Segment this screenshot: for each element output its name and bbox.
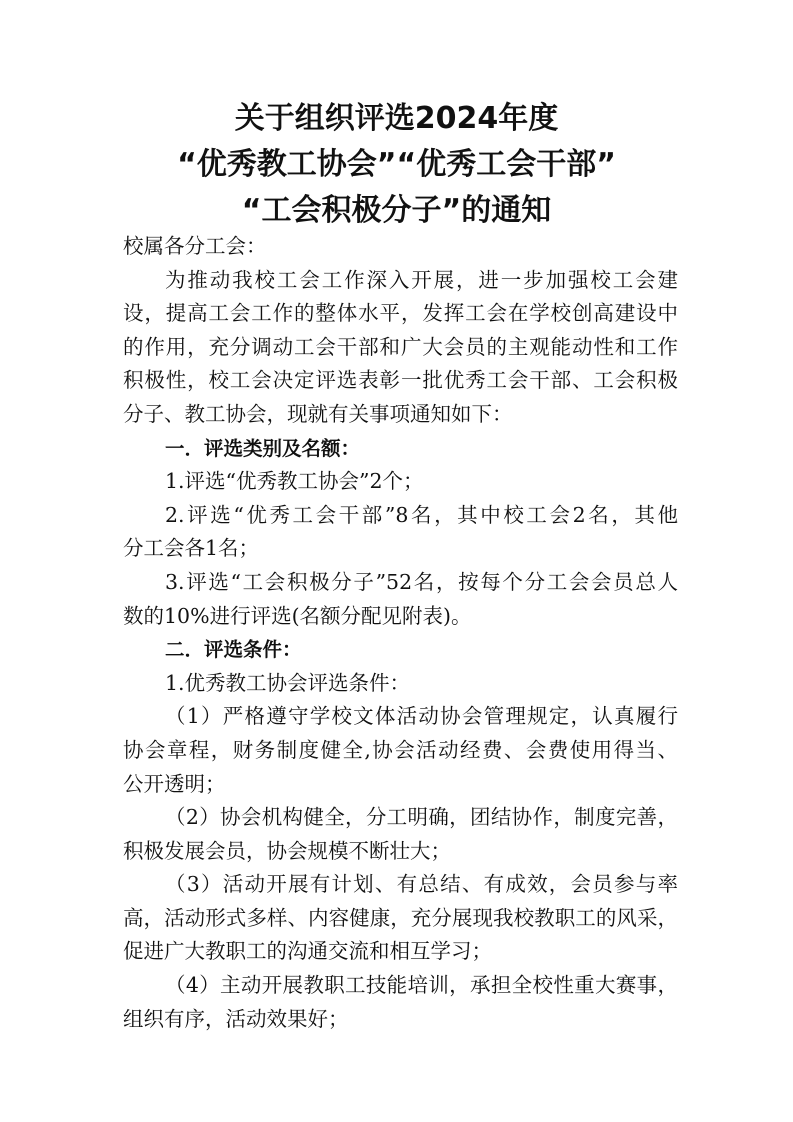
section1-item: 3.评选“工会积极分子”52名，按每个分工会会员总人 [165, 569, 678, 594]
condition-line: （1）严格遵守学校文体活动协会管理规定，认真履行 [165, 704, 678, 729]
notice-body [123, 230, 678, 1036]
title-line-1: 关于组织评选2024年度 [234, 101, 559, 136]
condition-line: （3）活动开展有计划、有总结、有成效，会员参与率 [165, 872, 678, 897]
title-line-2: “优秀教工协会”“优秀工会干部” [177, 147, 616, 182]
condition-line: （4）主动开展教职工技能培训，承担全校性重大赛事， [165, 973, 678, 998]
section1-item: 数的10%进行评选(名额分配见附表)。 [123, 603, 472, 628]
condition-line: 促进广大教职工的沟通交流和相互学习； [123, 939, 492, 964]
intro-line: 的作用，充分调动工会干部和广大会员的主观能动性和工作 [123, 334, 678, 359]
section1-item: 2.评选“优秀工会干部”8名，其中校工会2名，其他 [165, 502, 678, 527]
notice-title [0, 96, 793, 234]
section2-subheading: 1.优秀教工协会评选条件： [165, 670, 411, 695]
condition-line: 积极发展会员，协会规模不断壮大； [123, 838, 451, 863]
intro-line: 分子、教工协会，现就有关事项通知如下： [123, 401, 513, 426]
condition-line: 组织有序，活动效果好； [123, 1006, 349, 1031]
intro-line: 设，提高工会工作的整体水平，发挥工会在学校创高建设中 [123, 301, 678, 326]
condition-line: （2）协会机构健全，分工明确，团结协作，制度完善， [165, 805, 678, 830]
condition-line: 协会章程，财务制度健全,协会活动经费、会费使用得当、 [123, 737, 678, 762]
condition-line: 高，活动形式多样、内容健康，充分展现我校教职工的风采， [123, 905, 678, 930]
section-heading-2: 二．评选条件： [165, 638, 302, 662]
section-heading-1: 一．评选类别及名额： [165, 436, 361, 460]
salutation: 校属各分工会： [123, 234, 267, 258]
intro-line: 为推动我校工会工作深入开展，进一步加强校工会建 [165, 267, 678, 292]
intro-line: 积极性，校工会决定评选表彰一批优秀工会干部、工会积极 [123, 368, 678, 393]
condition-line: 公开透明； [123, 771, 226, 796]
section1-item: 分工会各1名； [123, 536, 260, 561]
title-line-3: “工会积极分子”的通知 [241, 193, 552, 228]
section1-item: 1.评选“优秀教工协会”2个； [165, 469, 424, 494]
